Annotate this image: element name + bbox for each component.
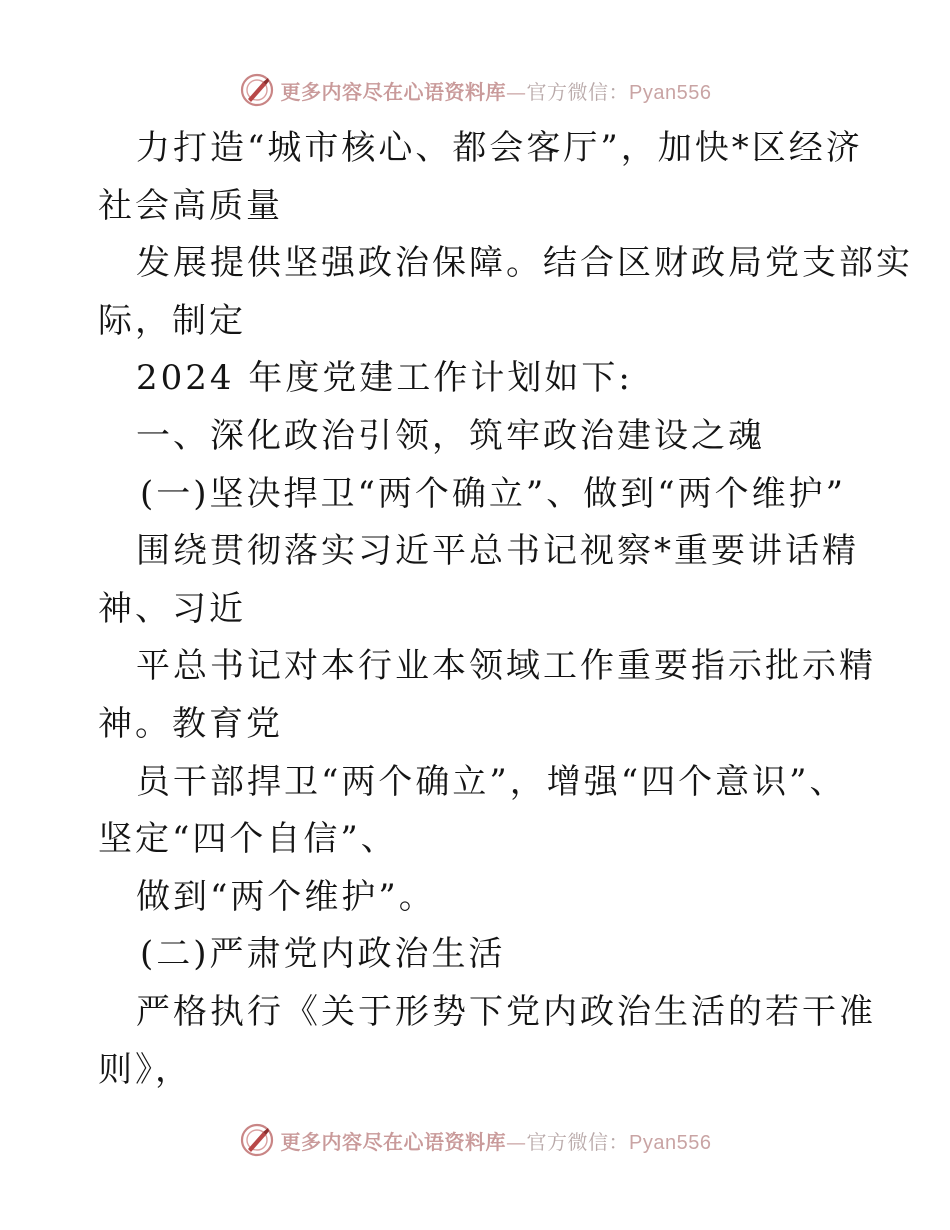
watermark-text [281, 76, 712, 105]
paragraph-line: 2024 年度党建工作计划如下: [136, 358, 633, 399]
watermark-id: Pyan556 [629, 81, 712, 104]
watermark-label: 官方微信： [526, 79, 630, 104]
paragraph-line: 严格执行《关于形势下党内政治生活的若干准 [136, 991, 876, 1032]
paragraph-line: 神、习近 [98, 588, 246, 629]
paragraph-line: 社会高质量 [98, 185, 283, 226]
document-body [98, 120, 913, 1099]
paragraph-line: 际，制定 [98, 300, 246, 341]
watermark-separator: — [506, 79, 527, 104]
paragraph-line: 围绕贯彻落实习近平总书记视察*重要讲话精 [136, 531, 859, 572]
paragraph-line: 力打造“城市核心、都会客厅”，加快*区经济 [136, 128, 863, 168]
watermark-label: 官方微信： [526, 1129, 630, 1154]
logo-icon [239, 72, 275, 108]
paragraph-line: 员干部捍卫“两个确立”，增强“四个意识”、 [136, 761, 847, 802]
section-heading: (一)坚决捍卫“两个确立”、做到“两个维护” [140, 473, 847, 514]
watermark-separator: — [506, 1129, 527, 1154]
paragraph-line: 一、深化政治引领，筑牢政治建设之魂 [136, 415, 765, 456]
header-watermark [0, 70, 950, 110]
paragraph-line: 则》， [98, 1049, 192, 1090]
paragraph-line: 平总书记对本行业本领域工作重要指示批示精 [136, 646, 876, 687]
logo-icon [239, 1122, 275, 1158]
footer-watermark [0, 1120, 950, 1160]
watermark-site: 更多内容尽在心语资料库 [280, 1129, 507, 1154]
section-heading: (二)严肃党内政治生活 [140, 934, 506, 975]
paragraph-line: 坚定“四个自信”、 [98, 819, 398, 860]
watermark-id: Pyan556 [629, 1131, 712, 1154]
paragraph-line: 神。教育党 [98, 703, 283, 744]
watermark-text [281, 1126, 712, 1155]
paragraph-line: 发展提供坚强政治保障。结合区财政局党支部实 [136, 243, 913, 284]
paragraph-line: 做到“两个维护”。 [136, 876, 436, 917]
watermark-site: 更多内容尽在心语资料库 [280, 79, 507, 104]
